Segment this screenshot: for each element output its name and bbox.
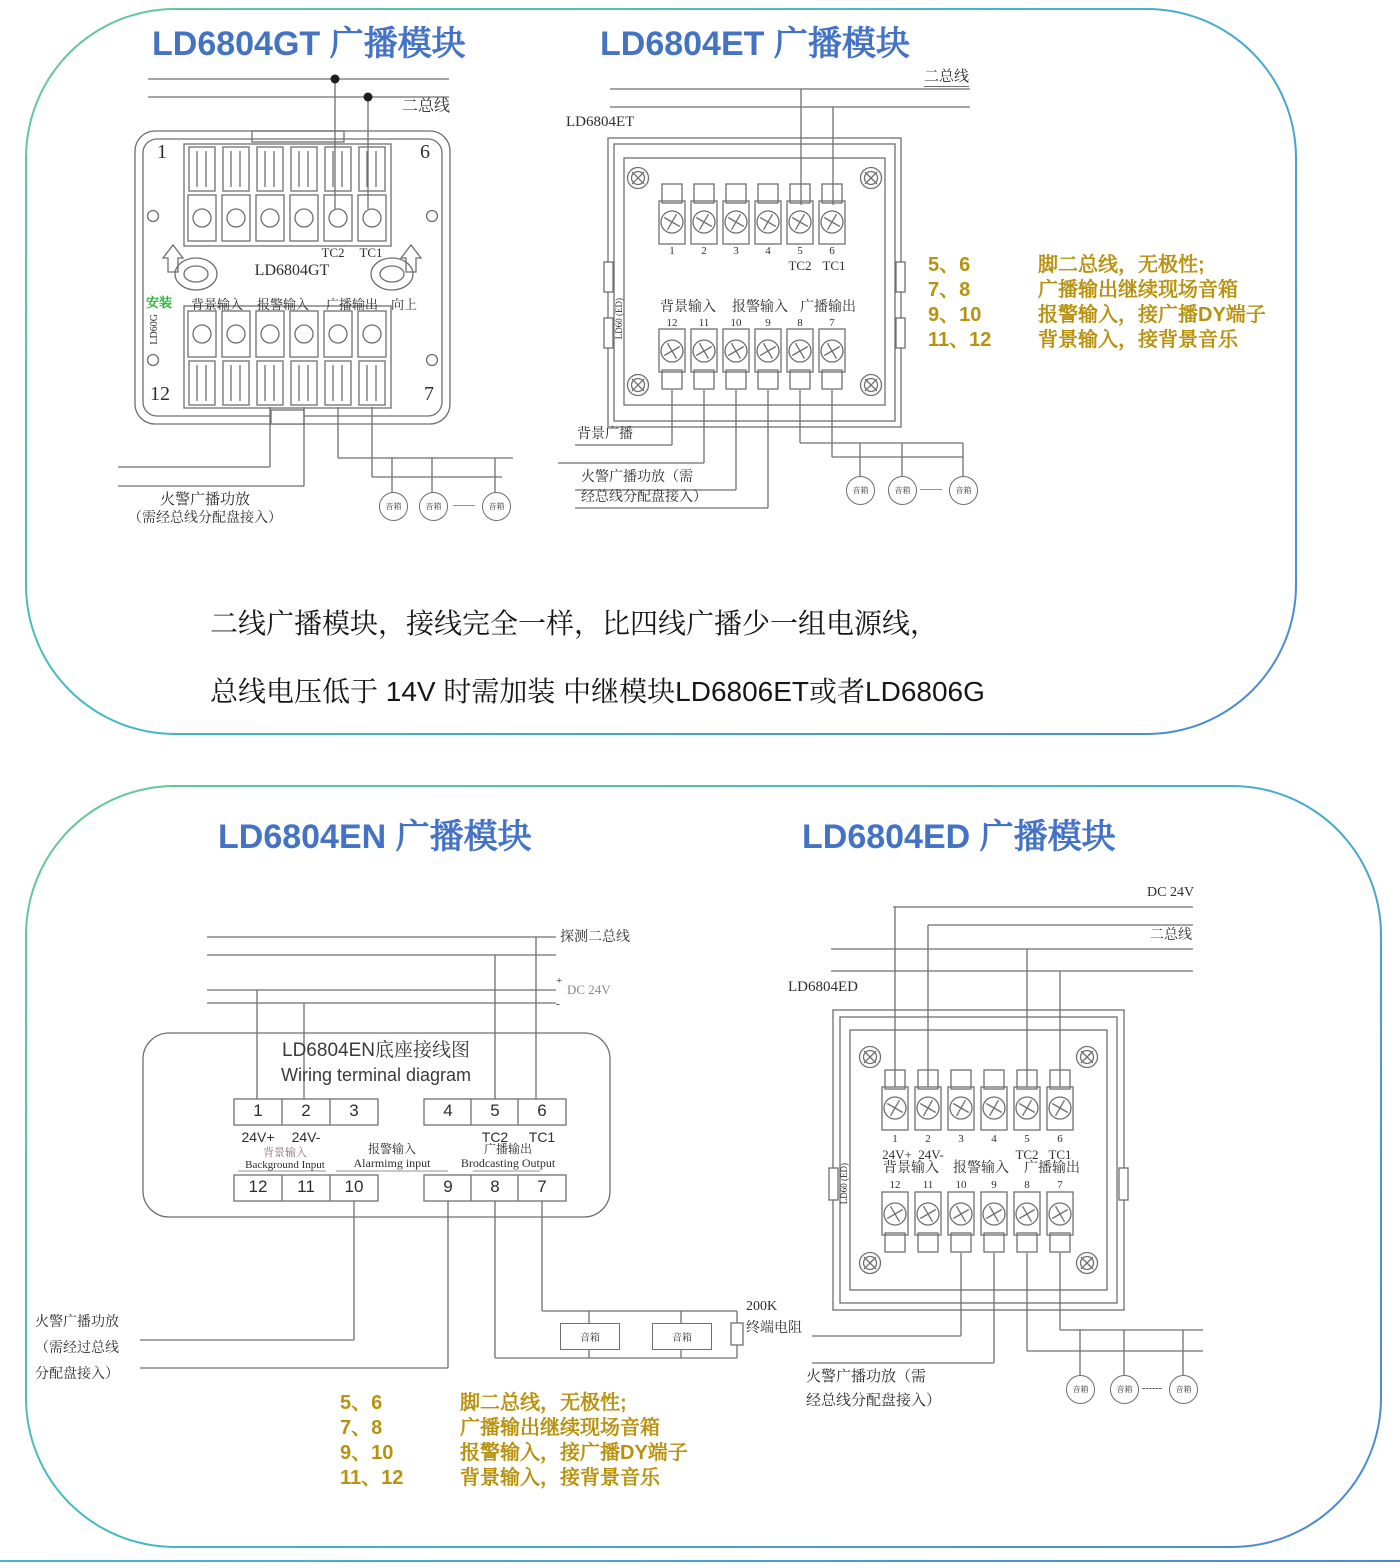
gt-bus-label: 二总线 — [402, 98, 451, 115]
gt-tc2-label: TC2 — [321, 245, 345, 260]
et-num-5: 5 — [797, 245, 803, 257]
et-num-8: 8 — [797, 317, 803, 329]
et-num-6: 6 — [829, 245, 835, 257]
gt-tc1-label: TC1 — [359, 245, 383, 260]
ed-num-3: 3 — [958, 1133, 964, 1145]
paragraph-line-1: 二线广播模块，接线完全一样，比四线广播少一组电源线， — [210, 608, 939, 639]
et-bg-broadcast-label: 背景广播 — [577, 427, 633, 442]
note2-desc-2: 广播输出继续现场音箱 — [460, 1417, 660, 1439]
en-dc-minus: - — [556, 998, 560, 1010]
note-desc-4: 背景输入，接背景音乐 — [1038, 329, 1238, 351]
en-num-9: 9 — [443, 1177, 453, 1196]
ed-title: LD6804ED 广播模块 — [802, 818, 1116, 856]
gt-amp-label-1: 火警广播功放 — [159, 492, 251, 508]
et-speaker-3: 音箱 — [949, 476, 978, 505]
et-num-3: 3 — [733, 245, 739, 257]
en-tc1-label: TC1 — [528, 1129, 556, 1145]
ed-alarm-input-label: 报警输入 — [953, 1161, 1009, 1176]
et-num-4: 4 — [765, 245, 771, 257]
et-speaker-1: 音箱 — [846, 476, 875, 505]
en-title: LD6804EN 广播模块 — [218, 818, 532, 856]
en-alarm-input-label-en: Alarmimg input — [353, 1156, 431, 1170]
note2-pins-4: 11、12 — [340, 1467, 404, 1489]
gt-corner-12: 12 — [150, 383, 170, 405]
en-num-7: 7 — [537, 1177, 547, 1196]
en-num-6: 6 — [537, 1101, 547, 1120]
et-side-model-label: LD60 (ED) — [614, 298, 624, 340]
ed-num-10: 10 — [955, 1179, 967, 1191]
en-bc-output-label: 广播输出 — [483, 1142, 533, 1156]
note-pins-4: 11、12 — [928, 329, 992, 351]
gt-corner-1: 1 — [157, 141, 167, 163]
note-desc-2: 广播输出继续现场音箱 — [1038, 279, 1238, 301]
note-pins-3: 9、10 — [928, 304, 982, 326]
en-num-10: 10 — [344, 1177, 364, 1196]
et-num-1: 1 — [669, 245, 675, 257]
gt-speaker-1: 音箱 — [379, 492, 408, 521]
et-num-9: 9 — [765, 317, 771, 329]
gt-bg-input-label: 背景输入 — [190, 297, 244, 312]
et-bus-label: 二总线 — [924, 69, 970, 85]
ed-bc-output-label: 广播输出 — [1024, 1161, 1080, 1176]
en-num-4: 4 — [443, 1101, 453, 1120]
ed-bus-label: 二总线 — [1150, 928, 1192, 943]
en-num-5: 5 — [490, 1101, 500, 1120]
ed-num-5: 5 — [1024, 1133, 1030, 1145]
ed-num-4: 4 — [991, 1133, 997, 1145]
ed-tc2-label: TC2 — [1015, 1147, 1039, 1162]
en-box-subtitle: Wiring terminal diagram — [280, 1065, 472, 1085]
ed-num-9: 9 — [991, 1179, 997, 1191]
gt-side-model-label: LD60G — [149, 314, 160, 345]
et-amp-label-2: 经总线分配盘接入） — [581, 490, 707, 505]
ed-num-2: 2 — [925, 1133, 931, 1145]
en-num-12: 12 — [248, 1177, 268, 1196]
et-num-12: 12 — [666, 317, 678, 329]
ed-speaker-2: 音箱 — [1110, 1375, 1139, 1404]
en-bg-input-label-en: Background Input — [245, 1159, 325, 1171]
en-num-3: 3 — [349, 1101, 359, 1120]
et-amp-label-1: 火警广播功放（需 — [581, 470, 693, 485]
ed-24v-minus-label: 24V- — [918, 1147, 944, 1162]
ed-dc-bus-label: DC 24V — [1147, 885, 1195, 900]
ed-model-label: LD6804ED — [788, 979, 858, 995]
gt-title: LD6804GT 广播模块 — [152, 25, 466, 63]
et-tc2-label: TC2 — [788, 258, 812, 273]
ed-speaker-dashes: ------ — [1142, 1383, 1162, 1394]
en-amp-label-3: 分配盘接入） — [35, 1367, 119, 1382]
ed-num-1: 1 — [892, 1133, 898, 1145]
ed-num-6: 6 — [1057, 1133, 1063, 1145]
en-speaker-2: 音箱 — [652, 1323, 712, 1350]
gt-corner-7: 7 — [424, 383, 434, 405]
en-dc-plus: + — [556, 975, 563, 987]
ed-tc1-label: TC1 — [1048, 1147, 1072, 1162]
en-num-1: 1 — [253, 1101, 263, 1120]
note2-desc-4: 背景输入，接背景音乐 — [460, 1467, 660, 1489]
ed-speaker-1: 音箱 — [1066, 1375, 1095, 1404]
en-tc2-label: TC2 — [481, 1129, 509, 1145]
en-resistor-label-2: 终端电阻 — [746, 1321, 802, 1336]
en-num-2: 2 — [301, 1101, 311, 1120]
note-pins-2: 7、8 — [928, 279, 971, 301]
ed-bg-input-label: 背景输入 — [883, 1161, 939, 1176]
ed-24v-plus-label: 24V+ — [882, 1147, 912, 1162]
ed-side-model-label: LD60 (ED) — [839, 1163, 849, 1205]
et-bc-output-label: 广播输出 — [800, 300, 856, 315]
et-num-11: 11 — [698, 317, 710, 329]
ed-num-7: 7 — [1057, 1179, 1063, 1191]
et-num-10: 10 — [730, 317, 742, 329]
en-amp-label-1: 火警广播功放 — [35, 1315, 119, 1330]
note2-desc-1: 脚二总线，无极性; — [460, 1392, 627, 1414]
en-detect-bus-label: 探测二总线 — [560, 930, 630, 945]
note-desc-3: 报警输入，接广播DY端子 — [1038, 304, 1266, 326]
ed-num-11: 11 — [922, 1179, 934, 1191]
en-num-11: 11 — [297, 1177, 315, 1196]
bottom-card-surface — [27, 787, 1380, 1546]
ed-num-8: 8 — [1024, 1179, 1030, 1191]
gt-alarm-input-label: 报警输入 — [256, 297, 310, 312]
et-model-label: LD6804ET — [566, 114, 635, 130]
en-24v-plus-label: 24V+ — [241, 1129, 275, 1145]
note2-pins-1: 5、6 — [340, 1392, 383, 1414]
et-num-2: 2 — [701, 245, 707, 257]
en-bc-output-label-en: Brodcasting Output — [460, 1156, 556, 1170]
en-box-title: LD6804EN底座接线图 — [282, 1040, 470, 1061]
ed-amp-label-2: 经总线分配盘接入） — [806, 1393, 942, 1409]
note2-desc-3: 报警输入，接广播DY端子 — [460, 1442, 688, 1464]
note-pins-1: 5、6 — [928, 254, 971, 276]
gt-install-label: 安装 — [146, 295, 173, 310]
gt-speaker-3: 音箱 — [482, 492, 511, 521]
next-card-edge — [0, 1560, 1400, 1562]
gt-bc-output-label: 广播输出 — [325, 297, 379, 312]
gt-model-label: LD6804GT — [254, 262, 330, 279]
et-title: LD6804ET 广播模块 — [600, 25, 910, 63]
et-alarm-input-label: 报警输入 — [732, 300, 788, 315]
et-num-7: 7 — [829, 317, 835, 329]
note2-pins-3: 9、10 — [340, 1442, 394, 1464]
paragraph-line-2: 总线电压低于 14V 时需加装 中继模块LD6806ET或者LD6806G — [210, 676, 985, 707]
en-dc-bus-label: DC 24V — [567, 982, 611, 997]
en-bg-input-label: 背景输入 — [263, 1147, 307, 1159]
et-bg-input-label: 背景输入 — [660, 300, 716, 315]
gt-up-label: 向上 — [391, 297, 418, 312]
en-num-8: 8 — [490, 1177, 500, 1196]
en-amp-label-2: （需经过总线 — [35, 1341, 119, 1356]
ed-num-12: 12 — [889, 1179, 901, 1191]
note-desc-1: 脚二总线，无极性; — [1038, 254, 1205, 276]
gt-corner-6: 6 — [420, 141, 430, 163]
ed-amp-label-1: 火警广播功放（需 — [806, 1369, 927, 1385]
gt-speaker-2: 音箱 — [419, 492, 448, 521]
gt-amp-label-2: （需经总线分配盘接入） — [128, 511, 282, 526]
gt-speaker-dashes: —— — [453, 499, 475, 511]
en-alarm-input-label: 报警输入 — [367, 1142, 417, 1156]
en-resistor-label-1: 200K — [746, 1299, 778, 1314]
et-tc1-label: TC1 — [822, 258, 846, 273]
et-speaker-dashes: —— — [920, 483, 942, 495]
en-24v-minus-label: 24V- — [291, 1129, 321, 1145]
ed-speaker-3: 音箱 — [1169, 1375, 1198, 1404]
et-speaker-2: 音箱 — [888, 476, 917, 505]
note2-pins-2: 7、8 — [340, 1417, 383, 1439]
en-speaker-1: 音箱 — [560, 1323, 620, 1350]
